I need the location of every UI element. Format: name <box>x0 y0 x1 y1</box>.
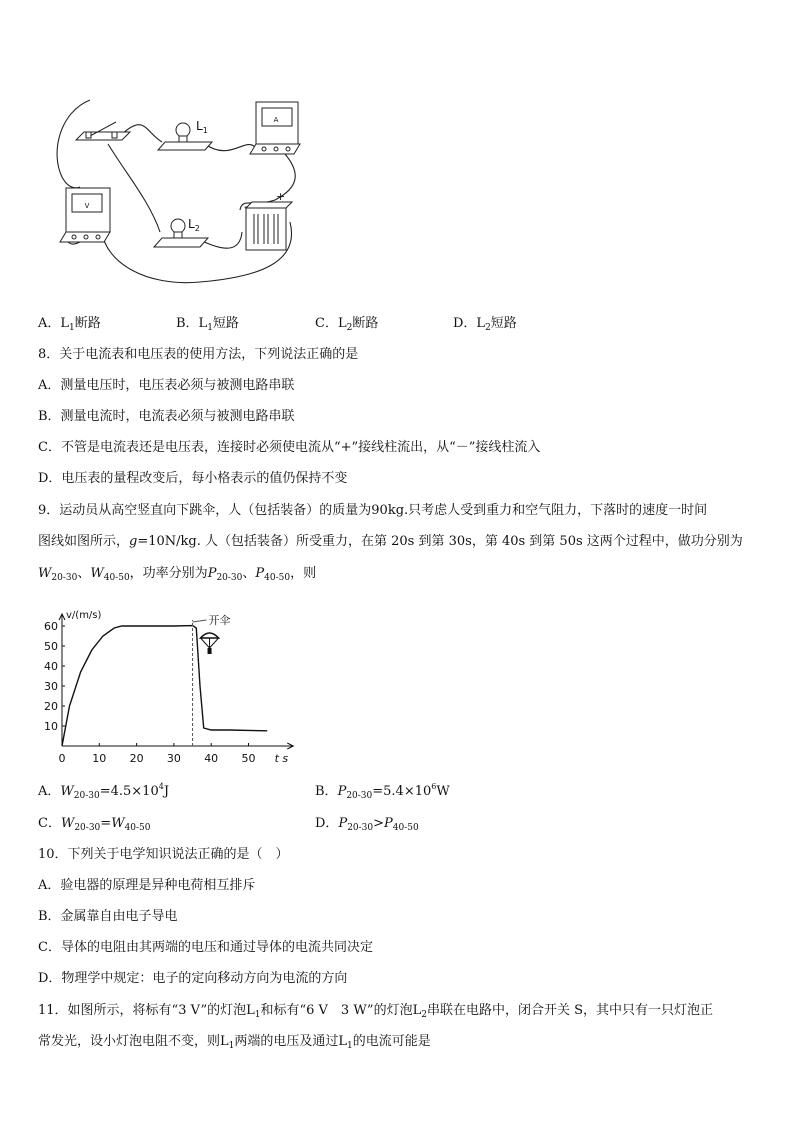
label-l2: $L_2$ <box>188 217 200 233</box>
q9-stem-line2: 图线如图所示，g=10N/kg. 人（包括装备）所受重力，在第 20s 到第 30s，第 40s 到第 50s 这两个过程中，做功分别为 <box>38 534 743 549</box>
q9-stem-line1: 9．运动员从高空竖直向下跳伞，人（包括装备）的质量为90kg.只考虑人受到重力和空气阻力，下落时的速度一时间 <box>38 503 708 518</box>
q8-stem: 8．关于电流表和电压表的使用方法，下列说法正确的是 <box>38 347 359 362</box>
ammeter <box>250 102 300 154</box>
parachutist-figure <box>208 648 212 654</box>
y-axis-label: v/(m/s) <box>66 610 102 621</box>
q10-option-b: B．金属靠自由电子导电 <box>38 909 178 924</box>
x-tick-label: 30 <box>166 752 181 765</box>
q8-option-b: B．测量电流时，电流表必须与被测电路串联 <box>38 409 295 424</box>
velocity-curve <box>62 626 267 746</box>
annotation-leader <box>193 620 207 622</box>
x-tick-label: 10 <box>92 752 107 765</box>
q10-option-a: A．验电器的原理是异种电荷相互排斥 <box>38 878 256 893</box>
x-tick-label: 20 <box>129 752 144 765</box>
battery-minus: - <box>244 200 248 213</box>
q8-option-c: C．不管是电流表还是电压表，连接时必须使电流从“+”接线柱流出，从“－”接线柱流入 <box>38 440 541 455</box>
q9-option-b: B．$P_{20-30}=5.4\times 10^6W$ <box>315 782 450 801</box>
x-tick-label: 50 <box>241 752 256 765</box>
battery-plus: + <box>276 190 286 203</box>
y-tick-label: 40 <box>44 660 58 673</box>
lamp-l2 <box>154 219 208 247</box>
q9-option-c: C．$W_{20-30}=W_{40-50}$ <box>38 816 151 833</box>
y-tick-label: 50 <box>44 640 58 653</box>
ammeter-letter: A <box>273 116 279 124</box>
parachute-icon <box>201 633 219 638</box>
velocity-time-chart <box>40 596 310 771</box>
y-tick-label: 30 <box>44 680 58 693</box>
y-tick-label: 60 <box>44 620 58 633</box>
x-tick-label: 0 <box>58 752 66 765</box>
wire <box>205 144 255 151</box>
q8-option-d: D．电压表的量程改变后，每小格表示的值仍保持不变 <box>38 471 348 486</box>
q9-option-d: D．$P_{20-30}>P_{40-50}$ <box>315 816 419 833</box>
y-tick-label: 20 <box>44 700 58 713</box>
wire <box>57 100 90 188</box>
label-l1: $L_1$ <box>196 119 208 135</box>
q7-option-b: B．$L_1$短路 <box>176 316 239 333</box>
x-axis-label: t s <box>274 752 289 765</box>
y-tick-label: 10 <box>44 720 58 733</box>
q9-stem-line3: $W_{20-30}$、$W_{40-50}$，功率分别为$P_{20-30}$、$P_{40-50}$，则 <box>38 566 317 583</box>
circuit-diagram <box>50 92 320 292</box>
x-tick-label: 40 <box>204 752 219 765</box>
voltmeter <box>60 188 110 242</box>
q11-stem-line1: 11．如图所示，将标有“3 V”的灯泡$L_1$和标有“6 V 3 W”的灯泡$L_2$串联在电路中，闭合开关 S，其中只有一只灯泡正 <box>38 1003 713 1020</box>
q7-option-a: A．$L_1$断路 <box>38 316 101 333</box>
q10-option-c: C．导体的电阻由其两端的电压和通过导体的电流共同决定 <box>38 940 373 955</box>
wire <box>108 144 160 232</box>
voltmeter-letter: V <box>84 202 90 210</box>
parachute-cords <box>201 638 219 648</box>
q11-stem-line2: 常发光，设小灯泡电阻不变，则$L_1$两端的电压及通过$L_1$的电流可能是 <box>38 1034 431 1051</box>
q7-option-d: D．$L_2$短路 <box>453 316 517 333</box>
switch <box>76 122 130 140</box>
q9-option-a: A．$W_{20-30}=4.5\times 10^4J$ <box>38 782 170 801</box>
q7-option-c: C．$L_2$断路 <box>315 316 379 333</box>
q10-stem: 10．下列关于电学知识说法正确的是（ ） <box>38 847 289 862</box>
annotation-label: 开伞 <box>208 614 231 627</box>
battery <box>246 202 292 250</box>
q10-option-d: D．物理学中规定：电子的定向移动方向为电流的方向 <box>38 971 348 986</box>
q8-option-a: A．测量电压时，电压表必须与被测电路串联 <box>38 378 295 393</box>
